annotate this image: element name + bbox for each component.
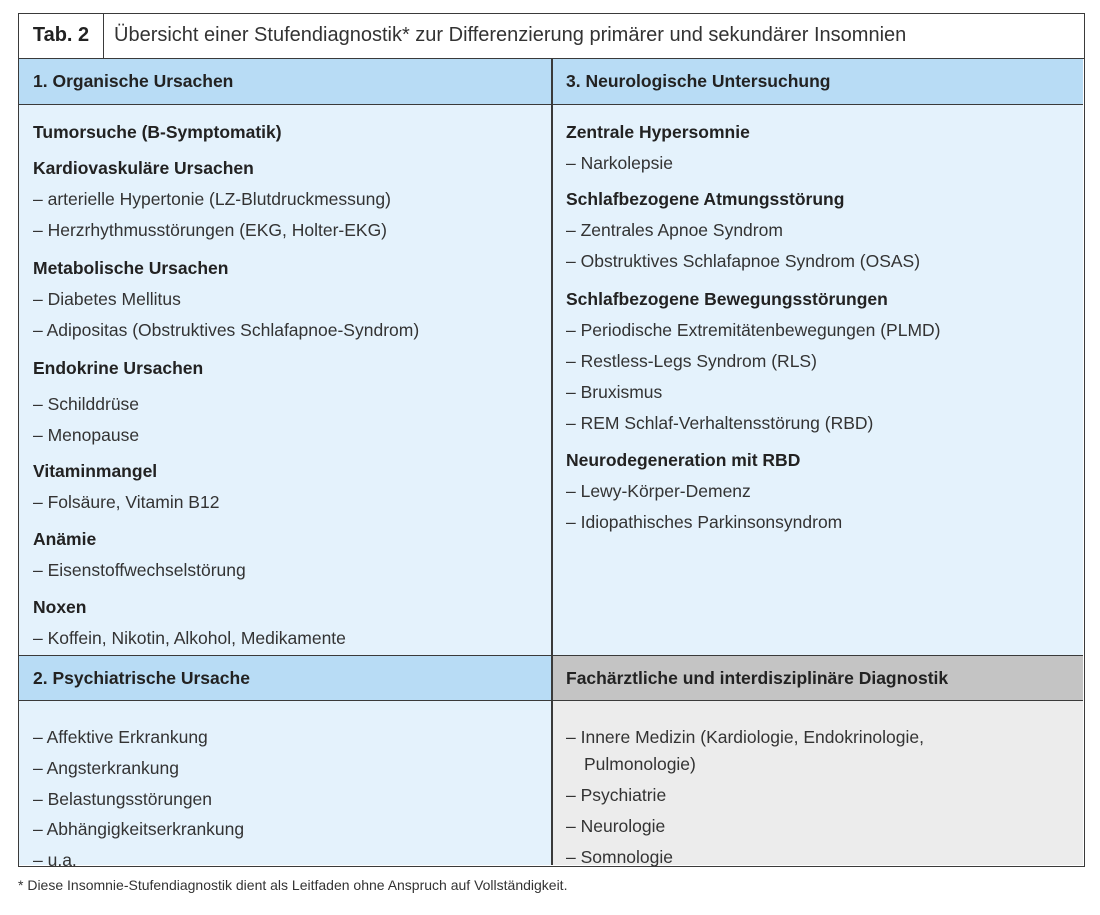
subsection-heading: Tumorsuche (B-Symptomatik) — [33, 122, 282, 142]
section-body-specialist — [552, 701, 1083, 865]
section-header-psych — [19, 655, 552, 701]
list-item: – Bruxismus — [566, 382, 663, 402]
section-body-organic — [19, 105, 552, 655]
list-item: – Zentrales Apnoe Syndrom — [566, 220, 783, 240]
list-item: – Herzrhythmusstörungen (EKG, Holter-EKG) — [33, 220, 388, 240]
section-header-specialist — [552, 655, 1083, 701]
section-header-organic — [19, 59, 552, 105]
subsection-heading: Metabolische Ursachen — [33, 258, 229, 278]
subsection-heading: Zentrale Hypersomnie — [566, 122, 750, 142]
list-item: – Koffein, Nikotin, Alkohol, Medikamente — [33, 628, 346, 648]
list-item: – Menopause — [33, 425, 140, 445]
list-item: – Somnologie — [566, 847, 674, 867]
subsection-heading: Endokrine Ursachen — [33, 358, 204, 378]
list-item: – Psychiatrie — [566, 785, 667, 805]
list-item: – Affektive Erkrankung — [33, 727, 208, 747]
list-item: – Eisenstoffwechselstörung — [33, 560, 246, 580]
subsection-heading: Kardiovaskuläre Ursachen — [33, 158, 254, 178]
section-body-psych — [19, 701, 552, 870]
section-header-neuro — [552, 59, 1083, 105]
section-title-organic: 1. Organische Ursachen — [33, 71, 234, 91]
table-title: Übersicht einer Stufendiagnostik* zur Differenzierung primärer und sekundärer Insomnien — [114, 24, 907, 46]
list-item: – Lewy-Körper-Demenz — [566, 481, 751, 501]
list-item: – Innere Medizin (Kardiologie, Endokrinologie, — [566, 727, 924, 747]
list-item: – Folsäure, Vitamin B12 — [33, 492, 220, 512]
diagnostic-table — [18, 13, 1085, 870]
section-title-psych: 2. Psychiatrische Ursache — [33, 667, 250, 688]
list-item: – Diabetes Mellitus — [33, 289, 181, 309]
list-item: – Neurologie — [566, 816, 666, 836]
section-body-neuro — [552, 105, 1083, 655]
list-item: – Adipositas (Obstruktives Schlafapnoe-Syndrom) — [33, 320, 420, 340]
list-item: – u.a. — [33, 850, 77, 870]
list-item: – arterielle Hypertonie (LZ-Blutdruckmessung) — [33, 189, 391, 209]
list-item: – Obstruktives Schlafapnoe Syndrom (OSAS) — [566, 251, 921, 271]
list-item: Pulmonologie) — [584, 754, 696, 774]
subsection-heading: Schlafbezogene Atmungsstörung — [566, 189, 845, 209]
footnote: * Diese Insomnie-Stufendiagnostik dient als Leitfaden ohne Anspruch auf Vollständigkeit. — [18, 877, 568, 893]
list-item: – Narkolepsie — [566, 153, 673, 173]
list-item: – Periodische Extremitätenbewegungen (PLMD) — [566, 320, 941, 340]
list-item: – Abhängigkeitserkrankung — [33, 819, 245, 839]
subsection-heading: Noxen — [33, 597, 87, 617]
list-item: – Restless-Legs Syndrom (RLS) — [566, 351, 817, 371]
subsection-heading: Anämie — [33, 529, 97, 549]
list-item: – Idiopathisches Parkinsonsyndrom — [566, 512, 843, 532]
section-title-neuro: 3. Neurologische Untersuchung — [566, 71, 831, 91]
table-title-row — [19, 14, 1084, 59]
list-item: – Schilddrüse — [33, 394, 140, 414]
subsection-heading: Neurodegeneration mit RBD — [566, 450, 801, 470]
list-item: – Angsterkrankung — [33, 758, 179, 778]
section-title-specialist: Fachärztliche und interdisziplinäre Diagnostik — [566, 667, 949, 688]
list-item: – REM Schlaf-Verhaltensstörung (RBD) — [566, 413, 874, 433]
column-divider — [551, 59, 553, 865]
table-number: Tab. 2 — [19, 14, 104, 58]
subsection-heading: Vitaminmangel — [33, 461, 158, 481]
subsection-heading: Schlafbezogene Bewegungsstörungen — [566, 289, 888, 309]
list-item: – Belastungsstörungen — [33, 789, 213, 809]
